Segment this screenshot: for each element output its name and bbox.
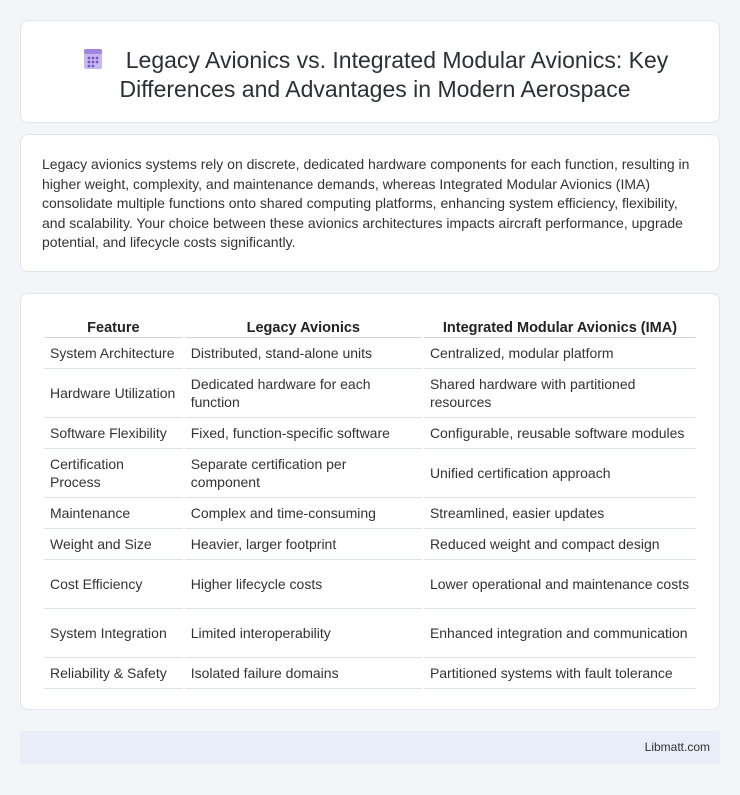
ima-cell: Centralized, modular platform bbox=[424, 338, 696, 369]
ima-cell: Enhanced integration and communication bbox=[424, 609, 696, 658]
page-title-text: Legacy Avionics vs. Integrated Modular Avionics: Key Differences and Advantages in Modern Aerospace bbox=[119, 47, 669, 102]
table-row bbox=[44, 418, 696, 449]
legacy-cell: Complex and time-consuming bbox=[185, 498, 422, 529]
feature-cell: System Architecture bbox=[44, 338, 183, 369]
legacy-cell: Higher lifecycle costs bbox=[185, 560, 422, 609]
ima-cell: Streamlined, easier updates bbox=[424, 498, 696, 529]
footer-site-link[interactable]: Libmatt.com bbox=[644, 740, 710, 754]
table-row bbox=[44, 560, 696, 609]
ima-cell: Reduced weight and compact design bbox=[424, 529, 696, 560]
ima-cell: Unified certification approach bbox=[424, 449, 696, 498]
column-header-feature: Feature bbox=[44, 314, 183, 338]
legacy-cell: Separate certification per component bbox=[185, 449, 422, 498]
ima-cell: Configurable, reusable software modules bbox=[424, 418, 696, 449]
legacy-cell: Distributed, stand-alone units bbox=[185, 338, 422, 369]
table-row bbox=[44, 449, 696, 498]
ima-cell: Shared hardware with partitioned resources bbox=[424, 369, 696, 418]
table-row bbox=[44, 498, 696, 529]
feature-cell: Maintenance bbox=[44, 498, 183, 529]
table-row bbox=[44, 369, 696, 418]
table-row bbox=[44, 338, 696, 369]
feature-cell: Certification Process bbox=[44, 449, 183, 498]
legacy-cell: Fixed, function-specific software bbox=[185, 418, 422, 449]
ima-cell: Lower operational and maintenance costs bbox=[424, 560, 696, 609]
feature-cell: Cost Efficiency bbox=[44, 560, 183, 609]
table-row bbox=[44, 529, 696, 560]
legacy-cell: Isolated failure domains bbox=[185, 658, 422, 689]
column-header-ima: Integrated Modular Avionics (IMA) bbox=[424, 314, 696, 338]
legacy-cell: Dedicated hardware for each function bbox=[185, 369, 422, 418]
feature-cell: Reliability & Safety bbox=[44, 658, 183, 689]
page-title bbox=[51, 46, 699, 104]
intro-card bbox=[20, 134, 720, 272]
legacy-cell: Heavier, larger footprint bbox=[185, 529, 422, 560]
title-card bbox=[20, 20, 720, 123]
feature-cell: System Integration bbox=[44, 609, 183, 658]
comparison-table bbox=[42, 314, 698, 689]
footer-bar bbox=[20, 731, 720, 764]
table-row bbox=[44, 658, 696, 689]
document-icon bbox=[82, 48, 104, 70]
intro-paragraph: Legacy avionics systems rely on discrete, dedicated hardware components for each function, resulting in higher weight, complexity, and maintenance demands, whereas Integrated Modular Avionics (IMA) consolidate multiple functions onto shared computing platforms, enhancing system efficiency, flexibility, and scalability. Your choice between these avionics architectures impacts aircraft performance, upgrade potential, and lifecycle costs significantly. bbox=[42, 156, 690, 250]
comparison-table-card bbox=[20, 293, 720, 710]
table-row bbox=[44, 609, 696, 658]
feature-cell: Software Flexibility bbox=[44, 418, 183, 449]
feature-cell: Weight and Size bbox=[44, 529, 183, 560]
feature-cell: Hardware Utilization bbox=[44, 369, 183, 418]
column-header-legacy: Legacy Avionics bbox=[185, 314, 422, 338]
ima-cell: Partitioned systems with fault tolerance bbox=[424, 658, 696, 689]
legacy-cell: Limited interoperability bbox=[185, 609, 422, 658]
table-header-row bbox=[44, 314, 696, 338]
